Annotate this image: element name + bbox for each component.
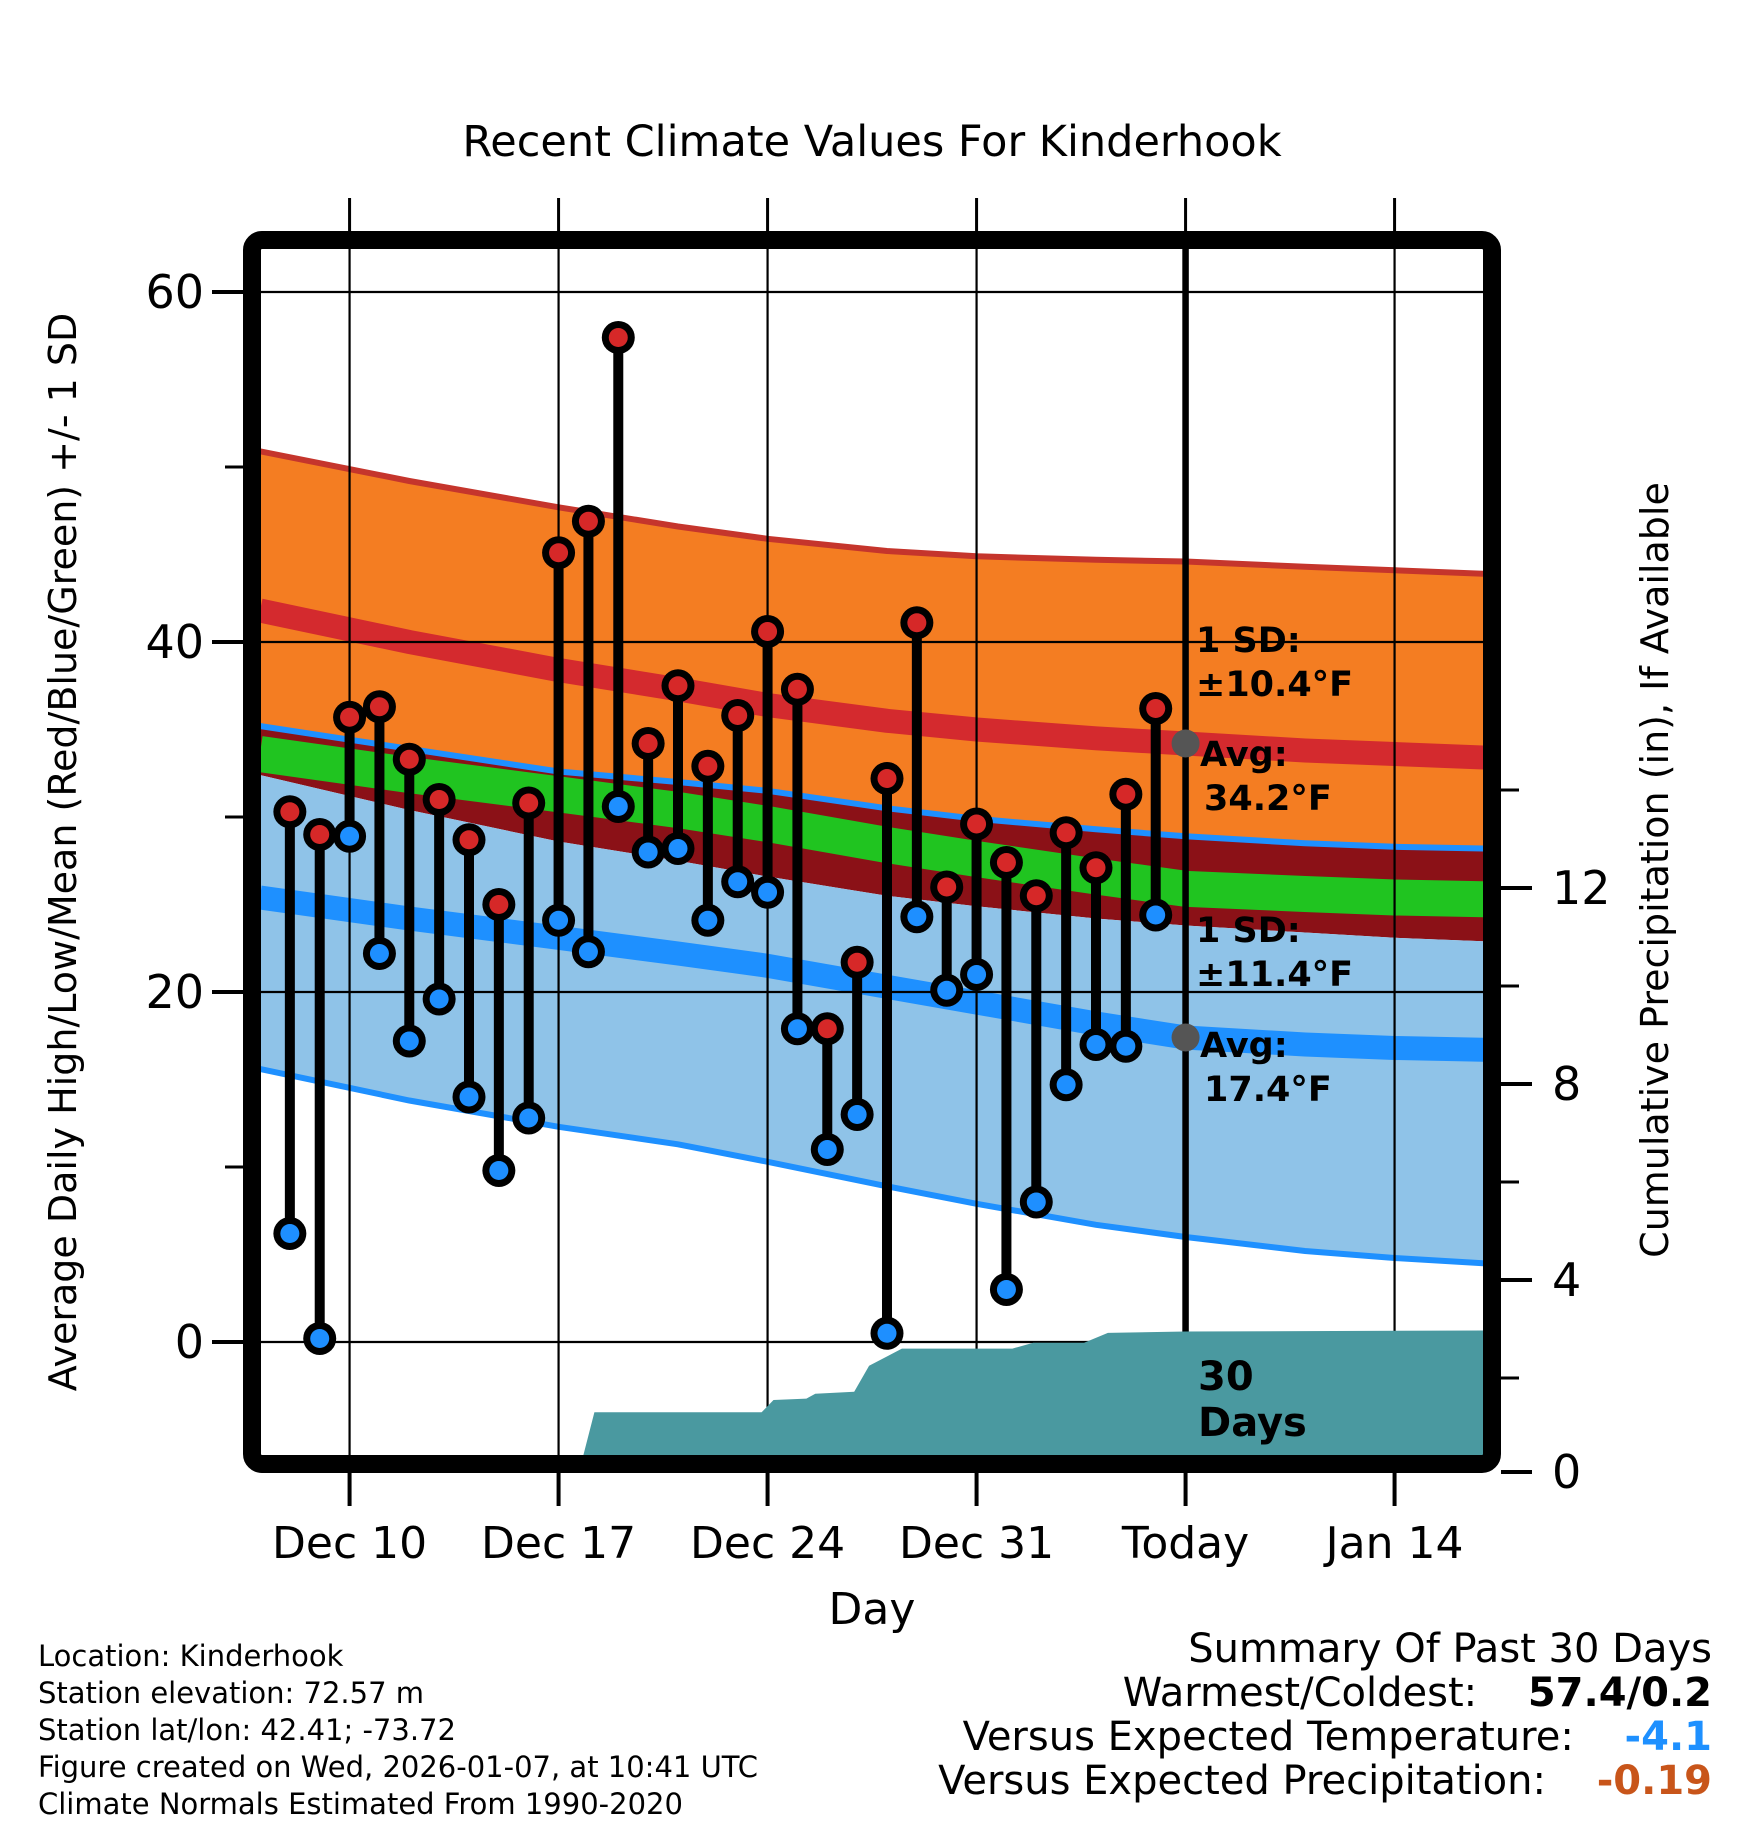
summary-precip-value: -0.19	[1596, 1758, 1712, 1804]
high-dot	[1086, 858, 1105, 877]
y-right-tick-label: 8	[1552, 1057, 1582, 1111]
x-tick-label: Dec 24	[690, 1518, 846, 1569]
y-left-tick-label: 60	[145, 265, 204, 319]
window-label-line1: 30	[1198, 1354, 1254, 1400]
low-dot	[430, 990, 449, 1009]
high-dot	[818, 1019, 837, 1038]
high-dot	[997, 853, 1016, 872]
high-dot	[400, 750, 419, 769]
high-dot	[519, 794, 538, 813]
low-sd-label: 1 SD:	[1196, 911, 1301, 951]
high-sd-label: 1 SD:	[1196, 621, 1301, 661]
low-dot	[818, 1140, 837, 1159]
x-tick-label: Dec 31	[899, 1518, 1055, 1569]
low-dot	[698, 911, 717, 930]
high-dot	[848, 953, 867, 972]
high-dot	[370, 697, 389, 716]
high-dot	[967, 815, 986, 834]
summary-title: Summary Of Past 30 Days	[1188, 1626, 1712, 1672]
low-dot	[489, 1161, 508, 1180]
y-left-axis-title: Average Daily High/Low/Mean (Red/Blue/Green) +/- 1 SD	[41, 312, 85, 1392]
high-dot	[728, 706, 747, 725]
plot-area	[260, 249, 1484, 1476]
low-avg-marker	[1172, 1024, 1200, 1052]
high-dot	[1146, 699, 1165, 718]
low-dot	[668, 839, 687, 858]
summary-row-warmest	[1123, 1670, 1712, 1716]
high-dot	[340, 708, 359, 727]
chart-title: Recent Climate Values For Kinderhook	[462, 117, 1282, 167]
summary-row-precip	[938, 1758, 1712, 1804]
low-dot	[1027, 1193, 1046, 1212]
meta-created: Figure created on Wed, 2026-01-07, at 10:41 UTC	[38, 1750, 759, 1784]
summary-block	[938, 1626, 1712, 1804]
meta-location: Location: Kinderhook	[38, 1639, 344, 1673]
y-right-tick-label: 12	[1552, 861, 1611, 915]
high-dot	[877, 769, 896, 788]
low-dot	[579, 942, 598, 961]
high-dot	[489, 895, 508, 914]
high-dot	[698, 757, 717, 776]
high-dot	[1116, 785, 1135, 804]
high-dot	[758, 622, 777, 641]
low-sd-value: ±11.4°F	[1196, 955, 1354, 995]
high-dot	[788, 680, 807, 699]
low-dot	[400, 1032, 419, 1051]
high-sd-value: ±10.4°F	[1196, 665, 1354, 705]
summary-warmest-label: Warmest/Coldest:	[1122, 1670, 1478, 1716]
low-dot	[1116, 1037, 1135, 1056]
low-dot	[639, 843, 658, 862]
y-left-tick-label: 0	[174, 1315, 204, 1369]
low-dot	[848, 1105, 867, 1124]
low-dot	[907, 907, 926, 926]
y-right-axis-title: Cumulative Precipitation (in), If Available	[1633, 482, 1677, 1258]
x-tick-label: Dec 17	[481, 1518, 637, 1569]
low-dot	[877, 1324, 896, 1343]
high-avg-label: Avg:	[1200, 735, 1288, 775]
low-dot	[549, 911, 568, 930]
x-tick-label: Jan 14	[1325, 1518, 1464, 1569]
meta-normals: Climate Normals Estimated From 1990-2020	[38, 1787, 683, 1821]
high-dot	[907, 613, 926, 632]
low-dot	[1057, 1075, 1076, 1094]
low-dot	[1086, 1035, 1105, 1054]
y-right-tick-label: 0	[1552, 1445, 1582, 1499]
high-dot	[668, 676, 687, 695]
high-dot	[639, 734, 658, 753]
high-dot	[937, 878, 956, 897]
high-dot	[549, 543, 568, 562]
high-dot	[310, 825, 329, 844]
low-dot	[340, 827, 359, 846]
y-right-tick-label: 4	[1552, 1253, 1582, 1307]
x-tick-label: Dec 10	[272, 1518, 428, 1569]
high-avg-marker	[1172, 730, 1200, 758]
low-dot	[788, 1019, 807, 1038]
low-dot	[997, 1280, 1016, 1299]
high-dot	[1057, 823, 1076, 842]
high-dot	[1027, 886, 1046, 905]
meta-latlon: Station lat/lon: 42.41; -73.72	[38, 1713, 456, 1747]
precip-cumulative-area	[578, 1331, 1484, 1477]
y-left-tick-label: 20	[145, 965, 204, 1019]
low-dot	[370, 944, 389, 963]
low-dot	[967, 965, 986, 984]
low-dot	[728, 872, 747, 891]
low-dot	[280, 1224, 299, 1243]
summary-warmest-value: 57.4/0.2	[1527, 1670, 1712, 1716]
low-dot	[459, 1088, 478, 1107]
summary-row-temp	[963, 1714, 1712, 1760]
low-dot	[937, 981, 956, 1000]
low-dot	[1146, 906, 1165, 925]
high-dot	[609, 328, 628, 347]
summary-temp-value: -4.1	[1624, 1714, 1712, 1760]
low-avg-label: Avg:	[1200, 1026, 1288, 1066]
high-dot	[430, 790, 449, 809]
station-metadata	[38, 1639, 758, 1821]
x-tick-label: Today	[1121, 1518, 1250, 1569]
low-avg-value: 17.4°F	[1204, 1070, 1332, 1110]
summary-precip-label: Versus Expected Precipitation:	[938, 1758, 1546, 1804]
low-dot	[758, 883, 777, 902]
summary-temp-label: Versus Expected Temperature:	[962, 1714, 1574, 1760]
high-dot	[280, 802, 299, 821]
low-dot	[310, 1329, 329, 1348]
high-avg-value: 34.2°F	[1204, 779, 1332, 819]
window-label-line2: Days	[1198, 1400, 1307, 1446]
low-dot	[609, 797, 628, 816]
y-left-tick-label: 40	[145, 615, 204, 669]
low-dot	[519, 1109, 538, 1128]
x-axis-title: Day	[828, 1584, 916, 1635]
high-dot	[459, 830, 478, 849]
meta-elevation: Station elevation: 72.57 m	[38, 1676, 425, 1710]
high-dot	[579, 512, 598, 531]
